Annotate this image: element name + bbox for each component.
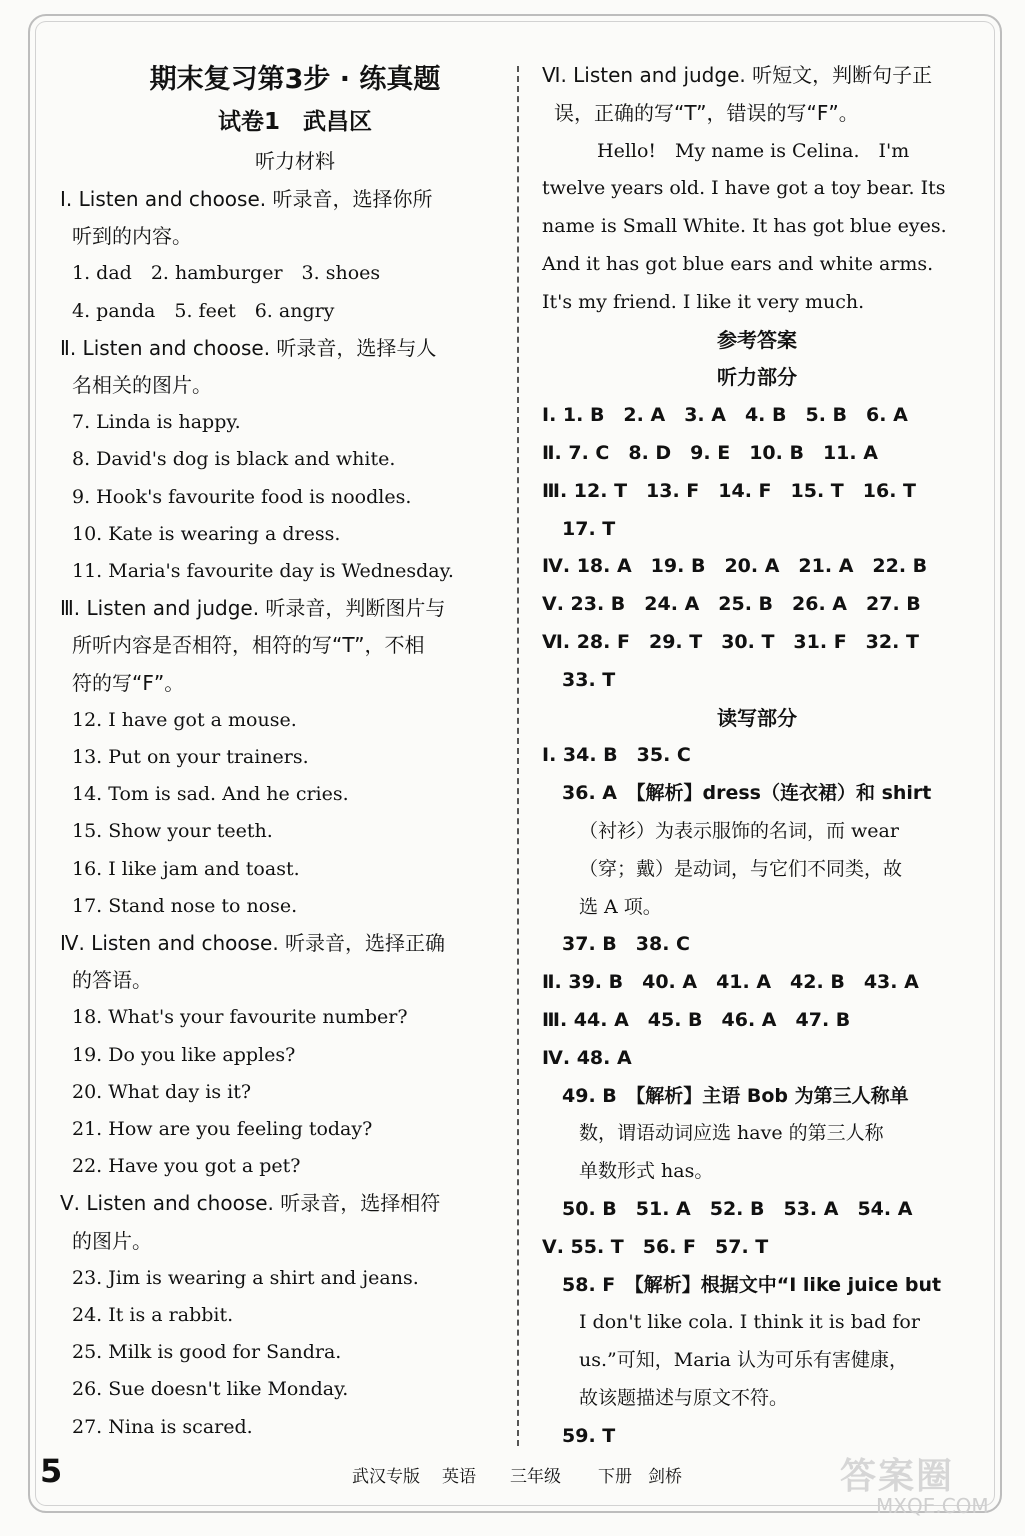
question-heading: Ⅳ. Listen and choose. 听录音，选择正确: [60, 931, 446, 955]
footer-grade: 三年级: [510, 1467, 561, 1487]
listening-item: 9. Hook's favourite food is noodles.: [72, 485, 412, 508]
explanation-line: （穿；戴）是动词，与它们不同类，故: [579, 857, 903, 880]
answer-row: Ⅱ. 7. C 8. D 9. E 10. B 11. A: [542, 442, 878, 464]
answer-row: 49. B 【解析】主语 Bob 为第三人称单: [562, 1084, 909, 1107]
answer-row: Ⅴ. 23. B 24. A 25. B 26. A 27. B: [542, 593, 921, 616]
listening-item: 17. Stand nose to nose.: [72, 894, 298, 917]
passage-line: And it has got blue ears and white arms.: [542, 253, 934, 275]
watermark-url: MXQE.COM: [876, 1494, 989, 1518]
listening-item: 20. What day is it?: [72, 1080, 252, 1103]
column-divider: [517, 66, 519, 1446]
explanation-line: I don't like cola. I think it is bad for: [579, 1311, 920, 1334]
listening-item: 19. Do you like apples?: [72, 1043, 296, 1066]
listening-item: 1. dad 2. hamburger 3. shoes: [72, 262, 381, 285]
listening-item: 27. Nina is scared.: [72, 1415, 253, 1438]
answer-row: Ⅰ. 34. B 35. C: [542, 744, 691, 767]
passage-line: Hello! My name is Celina. I'm: [597, 139, 910, 162]
footer-publisher: 剑桥: [648, 1467, 682, 1487]
listening-item: 18. What's your favourite number?: [72, 1006, 408, 1029]
answer-row: 37. B 38. C: [562, 933, 690, 956]
explanation-line: （衬衫）为表示服饰的名词，而 wear: [579, 820, 899, 842]
listening-item: 14. Tom is sad. And he cries.: [72, 783, 349, 806]
footer-edition: 武汉专版: [352, 1467, 420, 1487]
listening-item: 13. Put on your trainers.: [72, 746, 309, 768]
page-title: 期末复习第3步 · 练真题: [149, 64, 441, 95]
answer-row: 50. B 51. A 52. B 53. A 54. A: [562, 1198, 913, 1220]
question-heading-cont: 听到的内容。: [72, 224, 192, 249]
footer-term: 下册: [598, 1467, 632, 1487]
question-heading-cont: 的答语。: [72, 968, 152, 993]
question-heading: Ⅱ. Listen and choose. 听录音，选择与人: [60, 335, 437, 360]
question-heading-cont: 误，正确的写“T”，错误的写“F”。: [554, 100, 859, 125]
answer-row: Ⅴ. 55. T 56. F 57. T: [542, 1235, 769, 1258]
listening-item: 4. panda 5. feet 6. angry: [72, 299, 335, 322]
question-heading-cont: 名相关的图片。: [72, 373, 212, 397]
question-heading-cont: 符的写“F”。: [72, 670, 185, 695]
section-title: 听力材料: [255, 149, 335, 173]
answer-section-heading: 参考答案: [717, 327, 797, 352]
explanation-line: us.”可知，Maria 认为可乐有害健康，: [579, 1349, 909, 1372]
listening-item: 26. Sue doesn't like Monday.: [72, 1378, 349, 1401]
answer-row: Ⅳ. 48. A: [542, 1046, 632, 1069]
explanation-line: 选 A 项。: [579, 895, 662, 918]
watermark-logo: 答案圈: [840, 1456, 955, 1497]
passage-line: name is Small White. It has got blue eyes.: [542, 215, 947, 238]
listening-item: 23. Jim is wearing a shirt and jeans.: [72, 1266, 419, 1289]
passage-line: twelve years old. I have got a toy bear. Its: [542, 177, 946, 200]
question-heading-cont: 所听内容是否相符，相符的写“T”，不相: [72, 633, 425, 658]
question-heading: Ⅰ. Listen and choose. 听录音，选择你所: [60, 187, 433, 211]
answer-row: 33. T: [562, 668, 616, 691]
listening-item: 10. Kate is wearing a dress.: [72, 522, 341, 545]
question-heading: Ⅴ. Listen and choose. 听录音，选择相符: [60, 1191, 441, 1216]
listening-item: 22. Have you got a pet?: [72, 1155, 301, 1178]
answer-row: 36. A 【解析】dress（连衣裙）和 shirt: [562, 782, 932, 805]
answer-row: Ⅲ. 44. A 45. B 46. A 47. B: [542, 1009, 851, 1031]
explanation-line: 数，谓语动词应选 have 的第三人称: [579, 1122, 884, 1145]
answer-row: Ⅵ. 28. F 29. T 30. T 31. F 32. T: [542, 631, 919, 653]
answer-row: Ⅱ. 39. B 40. A 41. A 42. B 43. A: [542, 971, 919, 994]
answer-row: 59. T: [562, 1424, 616, 1447]
listening-item: 11. Maria's favourite day is Wednesday.: [72, 560, 454, 582]
footer-subject: 英语: [442, 1467, 476, 1487]
passage-line: It's my friend. I like it very much.: [542, 290, 865, 313]
answer-section-heading: 听力部分: [717, 365, 797, 390]
listening-item: 25. Milk is good for Sandra.: [72, 1341, 342, 1364]
explanation-line: 单数形式 has。: [579, 1160, 714, 1183]
page-subtitle: 试卷1 武昌区: [217, 109, 372, 135]
listening-item: 12. I have got a mouse.: [72, 708, 297, 731]
listening-item: 21. How are you feeling today?: [72, 1118, 373, 1140]
explanation-line: 故该题描述与原文不符。: [579, 1387, 789, 1409]
listening-item: 7. Linda is happy.: [72, 411, 241, 434]
answer-section-heading: 读写部分: [717, 705, 797, 730]
listening-item: 16. I like jam and toast.: [72, 857, 300, 880]
answer-row: Ⅲ. 12. T 13. F 14. F 15. T 16. T: [542, 479, 916, 502]
question-heading-cont: 的图片。: [72, 1228, 152, 1253]
answer-row: Ⅰ. 1. B 2. A 3. A 4. B 5. B 6. A: [542, 404, 908, 427]
listening-item: 24. It is a rabbit.: [72, 1304, 234, 1326]
answer-row: Ⅳ. 18. A 19. B 20. A 21. A 22. B: [542, 555, 928, 578]
answer-row: 17. T: [562, 517, 616, 540]
page-number: 5: [40, 1452, 63, 1490]
listening-item: 8. David's dog is black and white.: [72, 448, 396, 471]
listening-item: 15. Show your teeth.: [72, 820, 273, 843]
question-heading: Ⅲ. Listen and judge. 听录音，判断图片与: [60, 596, 446, 621]
question-heading: Ⅵ. Listen and judge. 听短文，判断句子正: [542, 63, 933, 87]
answer-row: 58. F 【解析】根据文中“I like juice but: [562, 1273, 942, 1296]
